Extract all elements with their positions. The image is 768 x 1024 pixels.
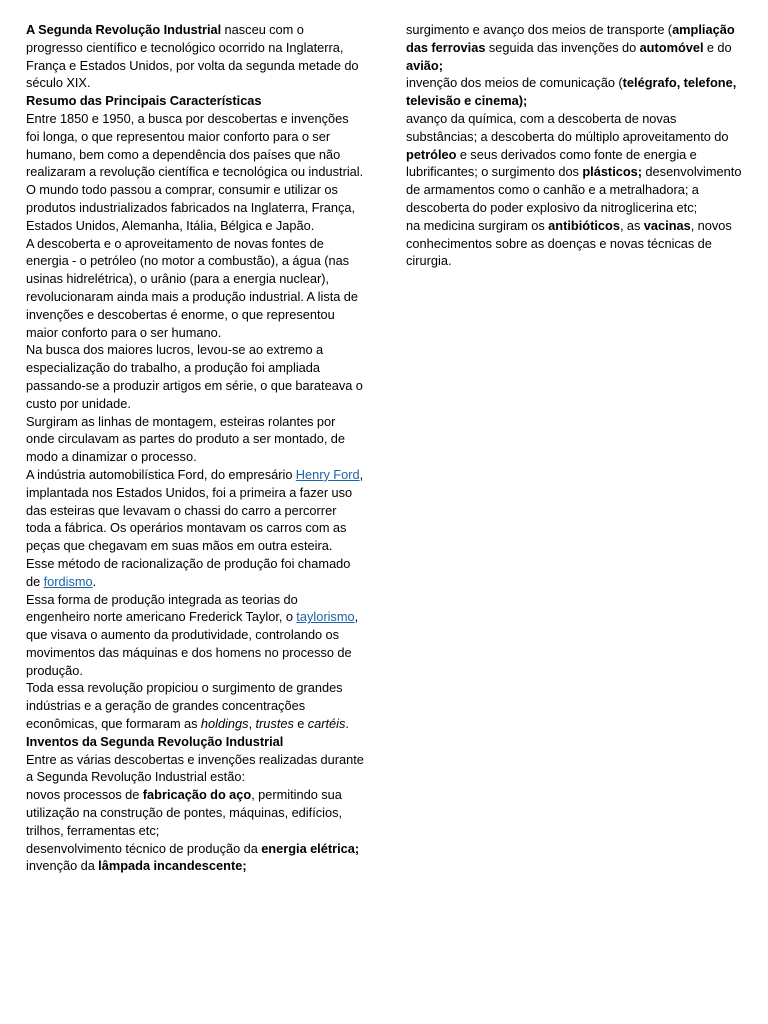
text-run: A descoberta e o aproveitamento de novas fontes de energia - o petróleo (no motor a combustão), a água (nas usinas hidrelétrica), o urânio (para a energia nuclear), revolucionaram ainda mais a produção industrial. A lista de invenções e descobertas é enorme, o que representou maior conforto para o ser humano.	[26, 235, 359, 340]
bold-text: A Segunda Revolução Industrial	[26, 22, 222, 37]
text-run: nasceu com o progresso científico e tecnológico ocorrido na Inglaterra, França e Estados Unidos, por volta da segunda metade do século XIX.	[26, 22, 359, 91]
paragraph	[406, 110, 744, 217]
italic-text: trustes	[255, 716, 294, 732]
paragraph	[406, 217, 744, 270]
text-run: A indústria automobilística Ford, do empresário	[26, 466, 296, 482]
right-column	[406, 21, 744, 270]
paragraph	[26, 679, 364, 732]
text-run: invenção dos meios de comunicação (	[406, 75, 623, 91]
bold-text: telégrafo, telefone, televisão e cinema);	[406, 75, 737, 109]
paragraph	[26, 733, 364, 751]
bold-text: lâmpada incandescente;	[98, 858, 247, 874]
bold-text: ampliação das ferrovias	[406, 22, 735, 55]
text-run: Surgiram as linhas de montagem, esteiras rolantes por onde circulavam as partes do produto a ser montado, de modo a dinamizar o processo.	[26, 413, 346, 465]
text-run: novos processos de	[26, 787, 143, 803]
text-run: desenvolvimento técnico de produção da	[26, 840, 262, 856]
bold-text: avião;	[406, 57, 443, 73]
paragraph	[26, 786, 364, 839]
text-run: .	[92, 573, 97, 589]
text-run: ,	[248, 716, 256, 732]
paragraph	[26, 21, 364, 92]
paragraph	[406, 21, 744, 74]
bold-text: petróleo	[406, 146, 457, 162]
bold-text: antibióticos	[548, 217, 620, 233]
link-henry-ford[interactable]: Henry Ford	[295, 466, 360, 482]
text-run: , que visava o aumento da produtividade, controlando os movimentos das máquinas e dos homens no processo de produção.	[26, 609, 359, 678]
text-run: e seus derivados como fonte de energia e lubrificantes; o surgimento dos	[406, 146, 697, 180]
paragraph	[26, 857, 364, 875]
link-taylorismo[interactable]: taylorismo	[296, 609, 355, 625]
text-run: avanço da química, com a descoberta de novas substâncias; a descoberta do múltiplo aproveitamento do	[406, 110, 729, 144]
paragraph	[26, 235, 364, 342]
text-run: seguida das invenções do	[485, 39, 640, 55]
paragraph	[26, 840, 364, 858]
text-run: na medicina surgiram os	[406, 217, 549, 233]
text-run: invenção da	[26, 858, 99, 874]
bold-text: fabricação do aço	[142, 787, 252, 803]
text-run: Essa forma de produção integrada as teorias do engenheiro norte americano Frederick Taylor, o	[26, 591, 298, 625]
bold-text: automóvel	[639, 39, 704, 55]
text-run: Toda essa revolução propiciou o surgimento de grandes indústrias e a geração de grandes concentrações econômicas, que formaram as	[26, 680, 343, 732]
text-run: , as	[619, 217, 644, 233]
paragraph	[26, 591, 364, 680]
paragraph	[26, 181, 364, 234]
paragraph	[26, 110, 364, 181]
italic-text: cartéis	[307, 716, 346, 732]
text-run: desenvolvimento de armamentos como o canhão e a metralhadora; a descoberta do poder explosivo da nitroglicerina etc;	[406, 164, 742, 215]
left-column	[26, 21, 364, 875]
bold-text: Inventos da Segunda Revolução Industrial	[26, 733, 284, 749]
text-run: Na busca dos maiores lucros, levou-se ao extremo a especialização do trabalho, a produção foi ampliada passando-se a produzir artigos em série, o que barateava o custo por unidade.	[26, 342, 363, 411]
text-run: .	[345, 716, 349, 732]
paragraph	[406, 74, 744, 110]
bold-text: vacinas	[643, 217, 691, 233]
italic-text: holdings	[200, 716, 249, 732]
paragraph	[26, 341, 364, 412]
text-run: , permitindo sua utilização na construção de pontes, máquinas, edifícios, trilhos, ferramentas etc;	[26, 787, 343, 838]
text-run: surgimento e avanço dos meios de transporte (	[406, 22, 673, 37]
text-run: e do	[703, 39, 732, 55]
text-run: , novos conhecimentos sobre as doenças e novas técnicas de cirurgia.	[406, 217, 732, 269]
link-fordismo[interactable]: fordismo	[43, 573, 93, 589]
paragraph	[26, 413, 364, 466]
paragraph	[26, 751, 364, 787]
bold-text: Resumo das Principais Características	[26, 93, 262, 109]
text-run: Entre 1850 e 1950, a busca por descobertas e invenções foi longa, o que representou maior conforto para o ser humano, bem como a dependência dos países que não realizaram a revolução científica e tecnológica ou industrial.	[26, 110, 364, 180]
bold-text: plásticos;	[582, 164, 643, 180]
paragraph	[26, 466, 364, 591]
text-run: e	[293, 716, 308, 732]
bold-text: energia elétrica;	[261, 840, 360, 856]
text-run: , implantada nos Estados Unidos, foi a primeira a fazer uso das esteiras que levavam o chassi do carro a percorrer toda a fábrica. Os operários montavam os carros com as peças que chegavam em suas mãos em outra esteira. Esse método de racionalização de produção foi chamado de	[26, 466, 364, 589]
paragraph	[26, 92, 364, 110]
text-run: Entre as várias descobertas e invenções realizadas durante a Segunda Revolução Industrial estão:	[26, 751, 364, 785]
text-run: O mundo todo passou a comprar, consumir e utilizar os produtos industrializados fabricados na Inglaterra, França, Estados Unidos, Alemanha, Itália, Bélgica e Japão.	[26, 182, 356, 233]
